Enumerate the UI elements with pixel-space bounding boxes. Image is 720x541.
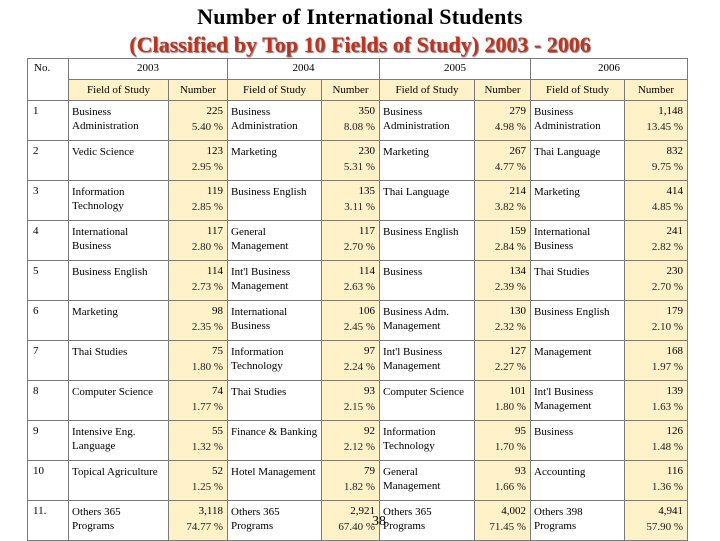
field-of-study-cell: Thai Studies — [228, 381, 322, 421]
student-count: 116 — [666, 465, 683, 477]
field-of-study-cell: Vedic Science — [69, 141, 169, 181]
field-of-study-cell: Marketing — [228, 141, 322, 181]
student-percentage: 1.70 % — [494, 441, 526, 453]
student-percentage: 1.25 % — [191, 481, 223, 493]
field-of-study-cell: Business Administration — [69, 101, 169, 141]
number-cell — [322, 221, 380, 261]
row-number: 10 — [28, 461, 69, 501]
row-number: 5 — [28, 261, 69, 301]
row-number: 8 — [28, 381, 69, 421]
student-percentage: 4.85 % — [651, 201, 683, 213]
field-of-study-cell: Others 365 Programs — [380, 501, 475, 541]
student-count: 168 — [666, 345, 683, 357]
field-of-study-cell: Information Technology — [228, 341, 322, 381]
field-of-study-cell: International Business — [69, 221, 169, 261]
page-subtitle: (Classified by Top 10 Fields of Study) 2003 - 2006 — [129, 32, 591, 57]
row-number: 4 — [28, 221, 69, 261]
student-percentage: 1.32 % — [191, 441, 223, 453]
student-percentage: 1.80 % — [191, 361, 223, 373]
field-of-study-cell: General Management — [228, 221, 322, 261]
student-percentage: 2.12 % — [343, 441, 375, 453]
student-percentage: 2.84 % — [494, 241, 526, 253]
student-count: 98 — [212, 305, 223, 317]
student-percentage: 1.36 % — [651, 481, 683, 493]
student-count: 95 — [515, 425, 526, 437]
student-count: 117 — [358, 225, 375, 237]
field-of-study-cell: Others 365 Programs — [69, 501, 169, 541]
year-header-2006: 2006 — [531, 59, 688, 80]
number-cell — [625, 461, 688, 501]
field-of-study-cell: Business — [531, 421, 625, 461]
number-cell — [169, 301, 228, 341]
table-row — [28, 141, 688, 181]
number-cell — [169, 421, 228, 461]
field-of-study-cell: Computer Science — [380, 381, 475, 421]
row-number: 3 — [28, 181, 69, 221]
field-of-study-cell: Marketing — [69, 301, 169, 341]
year-header-row — [28, 59, 688, 80]
number-cell — [625, 381, 688, 421]
student-percentage: 2.95 % — [191, 161, 223, 173]
student-count: 114 — [358, 265, 375, 277]
number-cell — [322, 381, 380, 421]
student-percentage: 3.11 % — [344, 201, 375, 213]
table-row — [28, 341, 688, 381]
row-number: 1 — [28, 101, 69, 141]
student-percentage: 57.90 % — [646, 521, 683, 533]
student-percentage: 3.82 % — [494, 201, 526, 213]
number-cell — [169, 261, 228, 301]
number-cell — [475, 141, 531, 181]
table-row — [28, 181, 688, 221]
number-cell — [169, 501, 228, 541]
page-number: 38 — [372, 514, 386, 529]
student-percentage: 2.10 % — [651, 321, 683, 333]
student-percentage: 2.32 % — [494, 321, 526, 333]
number-cell — [475, 341, 531, 381]
student-count: 214 — [509, 185, 526, 197]
year-header-2005: 2005 — [380, 59, 531, 80]
number-cell — [169, 141, 228, 181]
row-number: 9 — [28, 421, 69, 461]
field-of-study-cell: Business English — [69, 261, 169, 301]
student-count: 126 — [666, 425, 683, 437]
page-title: Number of International Students — [197, 4, 523, 29]
field-of-study-cell: Business English — [228, 181, 322, 221]
student-count: 101 — [509, 385, 526, 397]
number-cell — [475, 261, 531, 301]
table-row — [28, 221, 688, 261]
student-count: 52 — [212, 465, 223, 477]
field-of-study-cell: Marketing — [531, 181, 625, 221]
student-percentage: 2.80 % — [191, 241, 223, 253]
student-percentage: 1.82 % — [343, 481, 375, 493]
number-header: Number — [625, 80, 688, 101]
number-cell — [475, 381, 531, 421]
student-count: 241 — [666, 225, 683, 237]
column-header-row — [28, 80, 688, 101]
number-cell — [322, 101, 380, 141]
number-cell — [169, 181, 228, 221]
student-percentage: 2.85 % — [191, 201, 223, 213]
number-cell — [625, 301, 688, 341]
number-cell — [322, 261, 380, 301]
field-of-study-cell: Intensive Eng. Language — [69, 421, 169, 461]
field-of-study-cell: Thai Studies — [69, 341, 169, 381]
field-of-study-cell: Thai Language — [531, 141, 625, 181]
field-of-study-cell: Int'l Business Management — [531, 381, 625, 421]
student-count: 2,921 — [350, 505, 375, 517]
field-of-study-cell: Computer Science — [69, 381, 169, 421]
student-percentage: 1.63 % — [651, 401, 683, 413]
number-cell — [625, 421, 688, 461]
field-of-study-cell: Business English — [380, 221, 475, 261]
student-count: 97 — [364, 345, 375, 357]
number-cell — [322, 141, 380, 181]
student-count: 1,148 — [658, 105, 683, 117]
number-cell — [625, 101, 688, 141]
student-count: 159 — [509, 225, 526, 237]
field-of-study-cell: Business Administration — [228, 101, 322, 141]
number-cell — [475, 301, 531, 341]
number-cell — [625, 181, 688, 221]
field-of-study-cell: Thai Language — [380, 181, 475, 221]
field-of-study-cell: Marketing — [380, 141, 475, 181]
student-count: 134 — [509, 265, 526, 277]
table-row — [28, 381, 688, 421]
student-count: 135 — [358, 185, 375, 197]
number-cell — [322, 421, 380, 461]
number-header: Number — [322, 80, 380, 101]
field-header: Field of Study — [69, 80, 169, 101]
student-count: 179 — [666, 305, 683, 317]
field-of-study-cell: Accounting — [531, 461, 625, 501]
student-count: 4,002 — [501, 505, 526, 517]
number-header: Number — [169, 80, 228, 101]
student-count: 230 — [358, 145, 375, 157]
number-cell — [169, 221, 228, 261]
student-count: 55 — [212, 425, 223, 437]
number-cell — [475, 501, 531, 541]
student-percentage: 9.75 % — [651, 161, 683, 173]
year-header-2003: 2003 — [69, 59, 228, 80]
student-percentage: 1.48 % — [651, 441, 683, 453]
student-count: 832 — [666, 145, 683, 157]
table-row — [28, 261, 688, 301]
student-percentage: 1.66 % — [494, 481, 526, 493]
field-of-study-cell: Business Adm. Management — [380, 301, 475, 341]
field-of-study-cell: Hotel Management — [228, 461, 322, 501]
student-percentage: 2.70 % — [343, 241, 375, 253]
field-of-study-cell: Information Technology — [69, 181, 169, 221]
student-percentage: 74.77 % — [186, 521, 223, 533]
student-count: 130 — [509, 305, 526, 317]
field-of-study-cell: Thai Studies — [531, 261, 625, 301]
number-header: Number — [475, 80, 531, 101]
student-count: 4,941 — [658, 505, 683, 517]
field-of-study-cell: Int'l Business Management — [228, 261, 322, 301]
student-percentage: 2.27 % — [494, 361, 526, 373]
field-of-study-cell: Business Administration — [531, 101, 625, 141]
student-count: 106 — [358, 305, 375, 317]
number-cell — [625, 501, 688, 541]
field-of-study-cell: Information Technology — [380, 421, 475, 461]
student-percentage: 1.77 % — [191, 401, 223, 413]
number-cell — [625, 341, 688, 381]
number-cell — [625, 261, 688, 301]
field-of-study-cell: International Business — [228, 301, 322, 341]
number-cell — [475, 221, 531, 261]
number-cell — [625, 221, 688, 261]
field-of-study-cell: Finance & Banking — [228, 421, 322, 461]
table-row — [28, 101, 688, 141]
student-percentage: 2.39 % — [494, 281, 526, 293]
number-cell — [625, 141, 688, 181]
student-percentage: 4.98 % — [494, 121, 526, 133]
row-number: 2 — [28, 141, 69, 181]
field-of-study-cell: Business English — [531, 301, 625, 341]
number-cell — [322, 341, 380, 381]
number-cell — [475, 421, 531, 461]
student-percentage: 4.77 % — [494, 161, 526, 173]
student-count: 74 — [212, 385, 223, 397]
student-count: 127 — [509, 345, 526, 357]
student-percentage: 1.97 % — [651, 361, 683, 373]
student-count: 93 — [515, 465, 526, 477]
row-number: 11. — [28, 501, 69, 541]
number-cell — [169, 101, 228, 141]
no-header: No. — [28, 59, 69, 101]
field-header: Field of Study — [380, 80, 475, 101]
student-percentage: 2.24 % — [343, 361, 375, 373]
number-cell — [322, 461, 380, 501]
field-of-study-cell: Others 398 Programs — [531, 501, 625, 541]
student-count: 92 — [364, 425, 375, 437]
number-cell — [169, 461, 228, 501]
year-header-2004: 2004 — [228, 59, 380, 80]
field-header: Field of Study — [228, 80, 322, 101]
number-cell — [475, 101, 531, 141]
student-count: 3,118 — [198, 505, 223, 517]
student-percentage: 1.80 % — [494, 401, 526, 413]
field-of-study-cell: General Management — [380, 461, 475, 501]
student-percentage: 2.35 % — [191, 321, 223, 333]
student-percentage: 5.40 % — [191, 121, 223, 133]
number-cell — [475, 181, 531, 221]
number-cell — [322, 301, 380, 341]
student-percentage: 2.70 % — [651, 281, 683, 293]
number-cell — [322, 181, 380, 221]
student-percentage: 2.63 % — [343, 281, 375, 293]
student-count: 279 — [509, 105, 526, 117]
table-row — [28, 501, 688, 541]
student-count: 267 — [509, 145, 526, 157]
field-of-study-cell: International Business — [531, 221, 625, 261]
student-count: 414 — [666, 185, 683, 197]
field-of-study-cell: Business Administration — [380, 101, 475, 141]
field-header: Field of Study — [531, 80, 625, 101]
student-count: 75 — [212, 345, 223, 357]
table-row — [28, 421, 688, 461]
student-count: 230 — [666, 265, 683, 277]
student-count: 139 — [666, 385, 683, 397]
student-count: 79 — [364, 465, 375, 477]
student-count: 117 — [206, 225, 223, 237]
student-count: 123 — [206, 145, 223, 157]
table-row — [28, 461, 688, 501]
table-row — [28, 301, 688, 341]
student-percentage: 2.82 % — [651, 241, 683, 253]
number-cell — [475, 461, 531, 501]
student-count: 93 — [364, 385, 375, 397]
field-of-study-cell: Business — [380, 261, 475, 301]
student-count: 119 — [206, 185, 223, 197]
student-count: 225 — [206, 105, 223, 117]
number-cell — [169, 341, 228, 381]
field-of-study-cell: Management — [531, 341, 625, 381]
field-of-study-cell: Others 365 Programs — [228, 501, 322, 541]
student-percentage: 67.40 % — [338, 521, 375, 533]
student-percentage: 2.15 % — [343, 401, 375, 413]
student-count: 114 — [206, 265, 223, 277]
student-count: 350 — [358, 105, 375, 117]
students-table — [27, 58, 688, 541]
student-percentage: 5.31 % — [343, 161, 375, 173]
field-of-study-cell: Topical Agriculture — [69, 461, 169, 501]
student-percentage: 13.45 % — [646, 121, 683, 133]
row-number: 6 — [28, 301, 69, 341]
student-percentage: 8.08 % — [343, 121, 375, 133]
number-cell — [169, 381, 228, 421]
row-number: 7 — [28, 341, 69, 381]
student-percentage: 71.45 % — [489, 521, 526, 533]
student-percentage: 2.45 % — [343, 321, 375, 333]
field-of-study-cell: Int'l Business Management — [380, 341, 475, 381]
student-percentage: 2.73 % — [191, 281, 223, 293]
number-cell — [322, 501, 380, 541]
